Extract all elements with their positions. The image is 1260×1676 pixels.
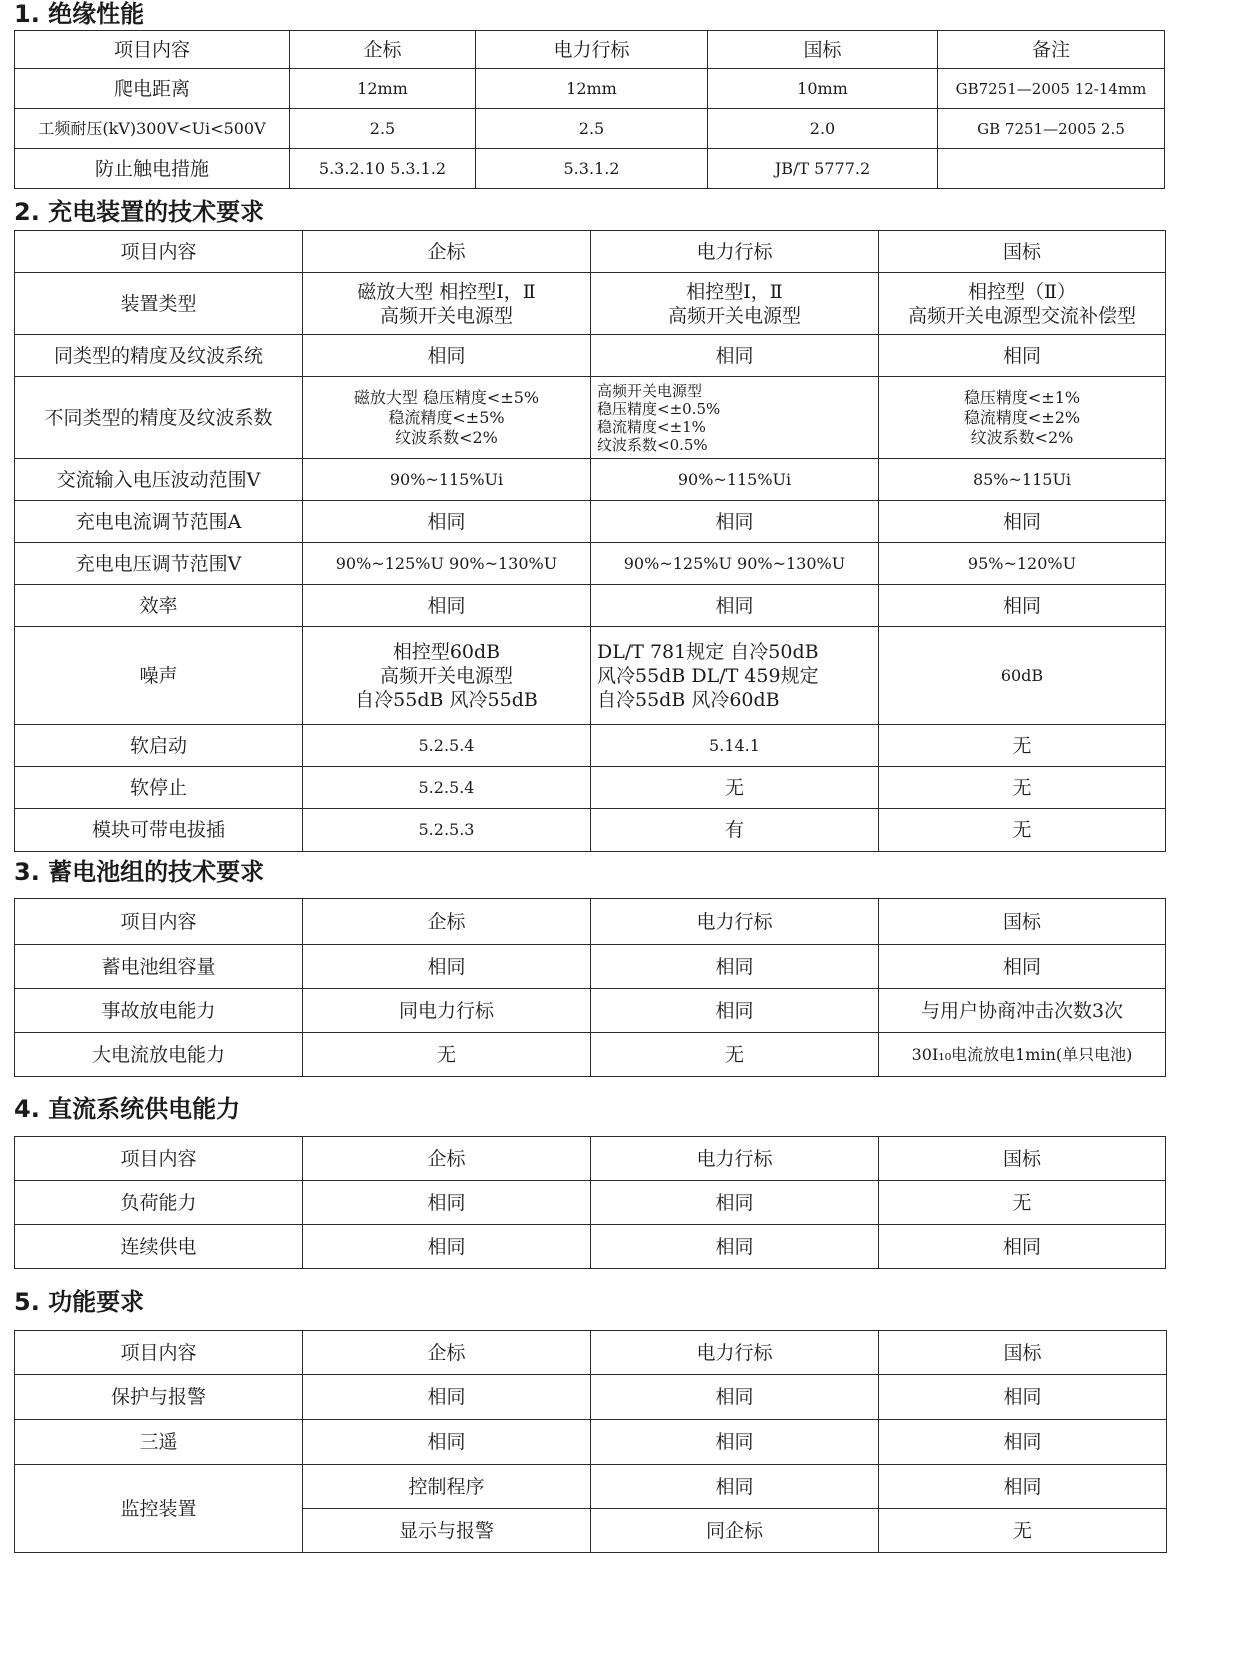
- cell: 10mm: [708, 69, 938, 109]
- cell: 90%~115%Ui: [303, 459, 591, 501]
- table-row: [15, 459, 1166, 501]
- cell: 有: [591, 809, 879, 852]
- cell: 显示与报警: [303, 1509, 591, 1553]
- cell: 相同: [879, 1465, 1167, 1509]
- cell: 相同: [591, 1375, 879, 1420]
- cell: 连续供电: [15, 1225, 303, 1269]
- section-1-title: 1. 绝缘性能: [14, 0, 145, 28]
- cell: 相同: [303, 1420, 591, 1465]
- cell: 负荷能力: [15, 1181, 303, 1225]
- cell: 大电流放电能力: [15, 1033, 303, 1077]
- cell: 无: [591, 1033, 879, 1077]
- table-row: [15, 149, 1165, 189]
- cell: 工频耐压(kV)300V<Ui<500V: [15, 109, 290, 149]
- cell: 软停止: [15, 767, 303, 809]
- table-header-row: [15, 231, 1166, 273]
- table-row: [15, 377, 1166, 459]
- table-row: [15, 725, 1166, 767]
- header-cell: 电力行标: [591, 1331, 879, 1375]
- cell: 同企标: [591, 1509, 879, 1553]
- cell: 95%~120%U: [879, 543, 1166, 585]
- table-row: [15, 273, 1166, 335]
- cell: 无: [879, 1509, 1167, 1553]
- cell: 相同: [879, 945, 1166, 989]
- cell: 模块可带电拔插: [15, 809, 303, 852]
- header-cell: 电力行标: [591, 899, 879, 945]
- cell: 相同: [879, 585, 1166, 627]
- table-row: [15, 809, 1166, 852]
- cell: 5.2.5.4: [303, 767, 591, 809]
- cell: 相同: [303, 1181, 591, 1225]
- header-cell: 电力行标: [591, 1137, 879, 1181]
- cell: 12mm: [476, 69, 708, 109]
- header-cell: 项目内容: [15, 899, 303, 945]
- cell: 90%~125%U 90%~130%U: [303, 543, 591, 585]
- table-header-row: [15, 1331, 1167, 1375]
- header-cell: 国标: [879, 231, 1166, 273]
- cell: 充电电流调节范围A: [15, 501, 303, 543]
- table-battery: [14, 898, 1166, 1077]
- header-cell: 企标: [290, 31, 476, 69]
- cell: [938, 149, 1165, 189]
- cell: 相同: [303, 501, 591, 543]
- table-row: [15, 1375, 1167, 1420]
- cell: 相同: [591, 1181, 879, 1225]
- cell: 相同: [879, 1375, 1167, 1420]
- cell: 控制程序: [303, 1465, 591, 1509]
- cell: 90%~115%Ui: [591, 459, 879, 501]
- cell: 交流输入电压波动范围V: [15, 459, 303, 501]
- header-cell: 备注: [938, 31, 1165, 69]
- cell: 相同: [303, 1375, 591, 1420]
- table-row: [15, 69, 1165, 109]
- cell: 无: [879, 1181, 1166, 1225]
- table-functions: [14, 1330, 1167, 1553]
- cell: 相控型60dB 高频开关电源型 自冷55dB 风冷55dB: [303, 627, 591, 725]
- table-row: [15, 627, 1166, 725]
- cell: 无: [591, 767, 879, 809]
- cell: 相同: [303, 585, 591, 627]
- cell: 防止触电措施: [15, 149, 290, 189]
- cell: 相同: [591, 1465, 879, 1509]
- cell: 相同: [879, 335, 1166, 377]
- section-2-title: 2. 充电装置的技术要求: [14, 198, 265, 226]
- table-row: [15, 1181, 1166, 1225]
- header-cell: 国标: [708, 31, 938, 69]
- table-row: [15, 335, 1166, 377]
- cell: 相同: [591, 1225, 879, 1269]
- header-cell: 项目内容: [15, 1331, 303, 1375]
- cell: 5.3.1.2: [476, 149, 708, 189]
- cell: 无: [879, 767, 1166, 809]
- header-cell: 企标: [303, 1331, 591, 1375]
- cell: 2.5: [476, 109, 708, 149]
- table-row: [15, 109, 1165, 149]
- cell: 85%~115Ui: [879, 459, 1166, 501]
- cell: 2.5: [290, 109, 476, 149]
- cell: 相同: [879, 1420, 1167, 1465]
- cell: 30I₁₀电流放电1min(单只电池): [879, 1033, 1166, 1077]
- cell: 相同: [879, 501, 1166, 543]
- cell: 相同: [591, 945, 879, 989]
- table-row: [15, 945, 1166, 989]
- header-cell: 国标: [879, 1137, 1166, 1181]
- cell: GB7251—2005 12-14mm: [938, 69, 1165, 109]
- cell: 相同: [591, 501, 879, 543]
- section-4-title: 4. 直流系统供电能力: [14, 1095, 241, 1123]
- header-cell: 国标: [879, 1331, 1167, 1375]
- cell: 高频开关电源型 稳压精度<±0.5% 稳流精度<±1% 纹波系数<0.5%: [591, 377, 879, 459]
- cell: 蓄电池组容量: [15, 945, 303, 989]
- cell: 无: [303, 1033, 591, 1077]
- cell: 同电力行标: [303, 989, 591, 1033]
- cell: 相同: [591, 335, 879, 377]
- cell: 相同: [591, 585, 879, 627]
- cell: 软启动: [15, 725, 303, 767]
- cell: 2.0: [708, 109, 938, 149]
- cell: 5.2.5.3: [303, 809, 591, 852]
- header-cell: 项目内容: [15, 31, 290, 69]
- header-cell: 企标: [303, 231, 591, 273]
- header-cell: 电力行标: [591, 231, 879, 273]
- cell: 无: [879, 725, 1166, 767]
- cell: 磁放大型 相控型Ⅰ，Ⅱ 高频开关电源型: [303, 273, 591, 335]
- header-cell: 企标: [303, 899, 591, 945]
- cell: 12mm: [290, 69, 476, 109]
- cell: 噪声: [15, 627, 303, 725]
- table-dc-supply: [14, 1136, 1166, 1269]
- cell: 稳压精度<±1% 稳流精度<±2% 纹波系数<2%: [879, 377, 1166, 459]
- table-row: [15, 501, 1166, 543]
- table-row: [15, 1225, 1166, 1269]
- table-row: [15, 543, 1166, 585]
- cell: 效率: [15, 585, 303, 627]
- table-row: [15, 1033, 1166, 1077]
- table-row: [15, 1420, 1167, 1465]
- cell: 相同: [303, 1225, 591, 1269]
- cell: JB/T 5777.2: [708, 149, 938, 189]
- header-cell: 电力行标: [476, 31, 708, 69]
- cell: 与用户协商冲击次数3次: [879, 989, 1166, 1033]
- section-3-title: 3. 蓄电池组的技术要求: [14, 858, 265, 886]
- monitor-label-cell: 监控装置: [15, 1465, 303, 1553]
- cell: 相控型（Ⅱ） 高频开关电源型交流补偿型: [879, 273, 1166, 335]
- table-row: [15, 1465, 1167, 1509]
- cell: DL/T 781规定 自冷50dB 风冷55dB DL/T 459规定 自冷55dB 风冷60dB: [591, 627, 879, 725]
- header-cell: 企标: [303, 1137, 591, 1181]
- cell: 5.2.5.4: [303, 725, 591, 767]
- cell: 同类型的精度及纹波系统: [15, 335, 303, 377]
- cell: 相同: [303, 945, 591, 989]
- cell: 充电电压调节范围V: [15, 543, 303, 585]
- header-cell: 项目内容: [15, 231, 303, 273]
- section-5-title: 5. 功能要求: [14, 1288, 145, 1316]
- table-row: [15, 767, 1166, 809]
- table-charger: [14, 230, 1166, 852]
- table-header-row: [15, 31, 1165, 69]
- header-cell: 项目内容: [15, 1137, 303, 1181]
- header-cell: 国标: [879, 899, 1166, 945]
- cell: 三遥: [15, 1420, 303, 1465]
- cell: 相同: [303, 335, 591, 377]
- cell: 保护与报警: [15, 1375, 303, 1420]
- cell: 相同: [591, 1420, 879, 1465]
- table-header-row: [15, 1137, 1166, 1181]
- cell: 磁放大型 稳压精度<±5% 稳流精度<±5% 纹波系数<2%: [303, 377, 591, 459]
- cell: 5.3.2.10 5.3.1.2: [290, 149, 476, 189]
- table-header-row: [15, 899, 1166, 945]
- cell: 爬电距离: [15, 69, 290, 109]
- cell: 装置类型: [15, 273, 303, 335]
- cell: 事故放电能力: [15, 989, 303, 1033]
- table-row: [15, 585, 1166, 627]
- cell: 相同: [591, 989, 879, 1033]
- table-row: [15, 989, 1166, 1033]
- table-insulation: [14, 30, 1165, 189]
- cell: 5.14.1: [591, 725, 879, 767]
- cell: 相同: [879, 1225, 1166, 1269]
- cell: GB 7251—2005 2.5: [938, 109, 1165, 149]
- cell: 不同类型的精度及纹波系数: [15, 377, 303, 459]
- cell: 60dB: [879, 627, 1166, 725]
- cell: 无: [879, 809, 1166, 852]
- cell: 90%~125%U 90%~130%U: [591, 543, 879, 585]
- cell: 相控型Ⅰ，Ⅱ 高频开关电源型: [591, 273, 879, 335]
